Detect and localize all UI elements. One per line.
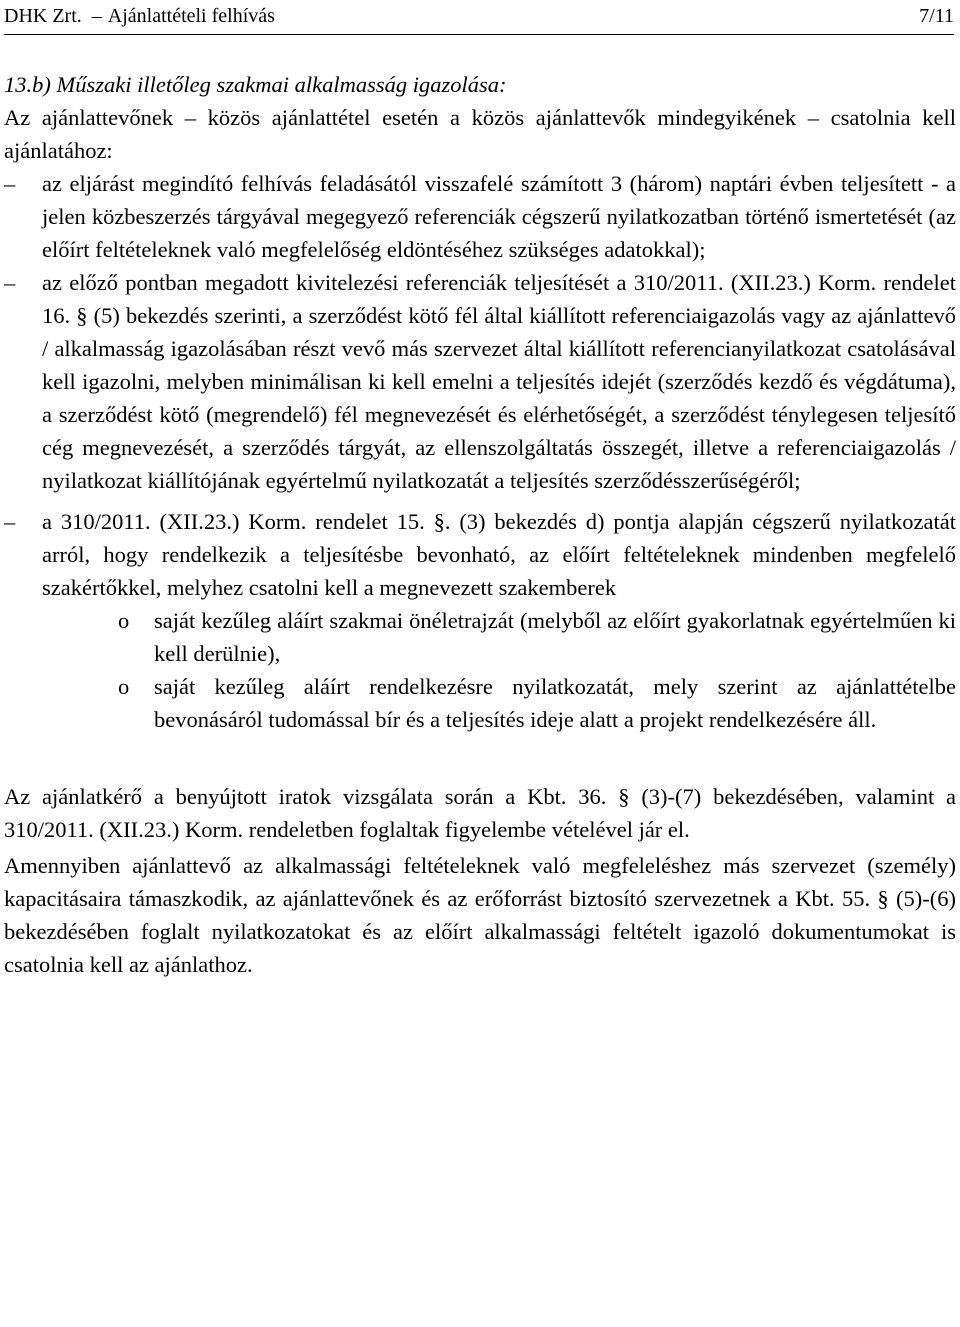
- list-item-text: az eljárást megindító felhívás feladásától visszafelé számított 3 (három) naptári évben teljesített - a jelen közbeszerzés tárgyával megegyező referenciák cégszerű nyilatkozatban történő ismertetését (az előírt feltételeknek való megfelelőség eldöntéséhez szükséges adatokkal);: [42, 171, 956, 262]
- sub-list-item: [4, 670, 956, 736]
- header-separator: –: [91, 5, 102, 27]
- sub-list-item: [4, 604, 956, 670]
- list-item-text: az előző pontban megadott kivitelezési referenciák teljesítését a 310/2011. (XII.23.) Korm. rendelet 16. § (5) bekezdés szerinti, a szerződést kötő fél által kiállított referenciaigazolás vagy az ajánlattevő / alkalmasság igazolásában részt vevő más szervezet által kiállított referencianyilatkozat csatolásával kell igazolni, melyben minimálisan ki kell emelni a teljesítés idejét (szerződés kezdő és végdátuma), a szerződést kötő (megrendelő) fél megnevezését és elérhetőségét, a szerződést ténylegesen teljesítő cég megnevezését, a szerződés tárgyát, az ellenszolgáltatás összegét, illetve a referenciaigazolás / nyilatkozat kiállítójának egyértelmű nyilatkozatát a teljesítés szerződésszerűségéről;: [42, 270, 956, 493]
- sub-list-item-text: saját kezűleg aláírt szakmai önéletrajzát (melyből az előírt gyakorlatnak egyértelműen ki kell derülnie),: [154, 608, 956, 666]
- dash-bullet: –: [4, 270, 16, 295]
- section-intro: Az ajánlattevőnek – közös ajánlattétel esetén a közös ajánlattevők mindegyikének – csatolnia kell ajánlatához:: [4, 105, 956, 163]
- company-name: DHK Zrt.: [4, 5, 82, 27]
- document-title: Ajánlattételi felhívás: [107, 5, 275, 27]
- list-item: [4, 505, 956, 604]
- list-item: [4, 266, 956, 497]
- page-number: 7/11: [919, 5, 954, 27]
- paragraph: Amennyiben ajánlattevő az alkalmassági feltételeknek való megfeleléshez más szervezet (személy) kapacitásaira támaszkodik, az ajánlattevőnek és az erőforrást biztosító szervezetnek a Kbt. 55. § (5)-(6) bekezdésében foglalt nyilatkozatokat és az előírt alkalmassági feltételt igazoló dokumentumokat is csatolnia kell az ajánlathoz.: [4, 853, 956, 977]
- page-header: [4, 4, 954, 35]
- list-item: [4, 167, 956, 266]
- header-left: [4, 4, 275, 28]
- paragraph: Az ajánlatkérő a benyújtott iratok vizsgálata során a Kbt. 36. § (3)-(7) bekezdésében, valamint a 310/2011. (XII.23.) Korm. rendeletben foglaltak figyelembe vételével jár el.: [4, 784, 956, 842]
- dash-bullet: –: [4, 171, 16, 196]
- dash-bullet: –: [4, 509, 16, 534]
- circle-bullet: o: [118, 674, 130, 699]
- circle-bullet: o: [118, 608, 130, 633]
- sub-list-item-text: saját kezűleg aláírt rendelkezésre nyilatkozatát, mely szerint az ajánlattételbe bevonásáról tudomással bír és a teljesítés ideje alatt a projekt rendelkezésére áll.: [154, 674, 956, 732]
- list-item-text: a 310/2011. (XII.23.) Korm. rendelet 15. §. (3) bekezdés d) pontja alapján cégszerű nyilatkozatát arról, hogy rendelkezik a teljesítésbe bevonható, az előírt feltételeknek mindenben megfelelő szakértőkkel, melyhez csatolni kell a megnevezett szakemberek: [42, 509, 956, 600]
- section-heading: 13.b) Műszaki illetőleg szakmai alkalmasság igazolása:: [4, 72, 507, 97]
- document-body: [4, 68, 956, 981]
